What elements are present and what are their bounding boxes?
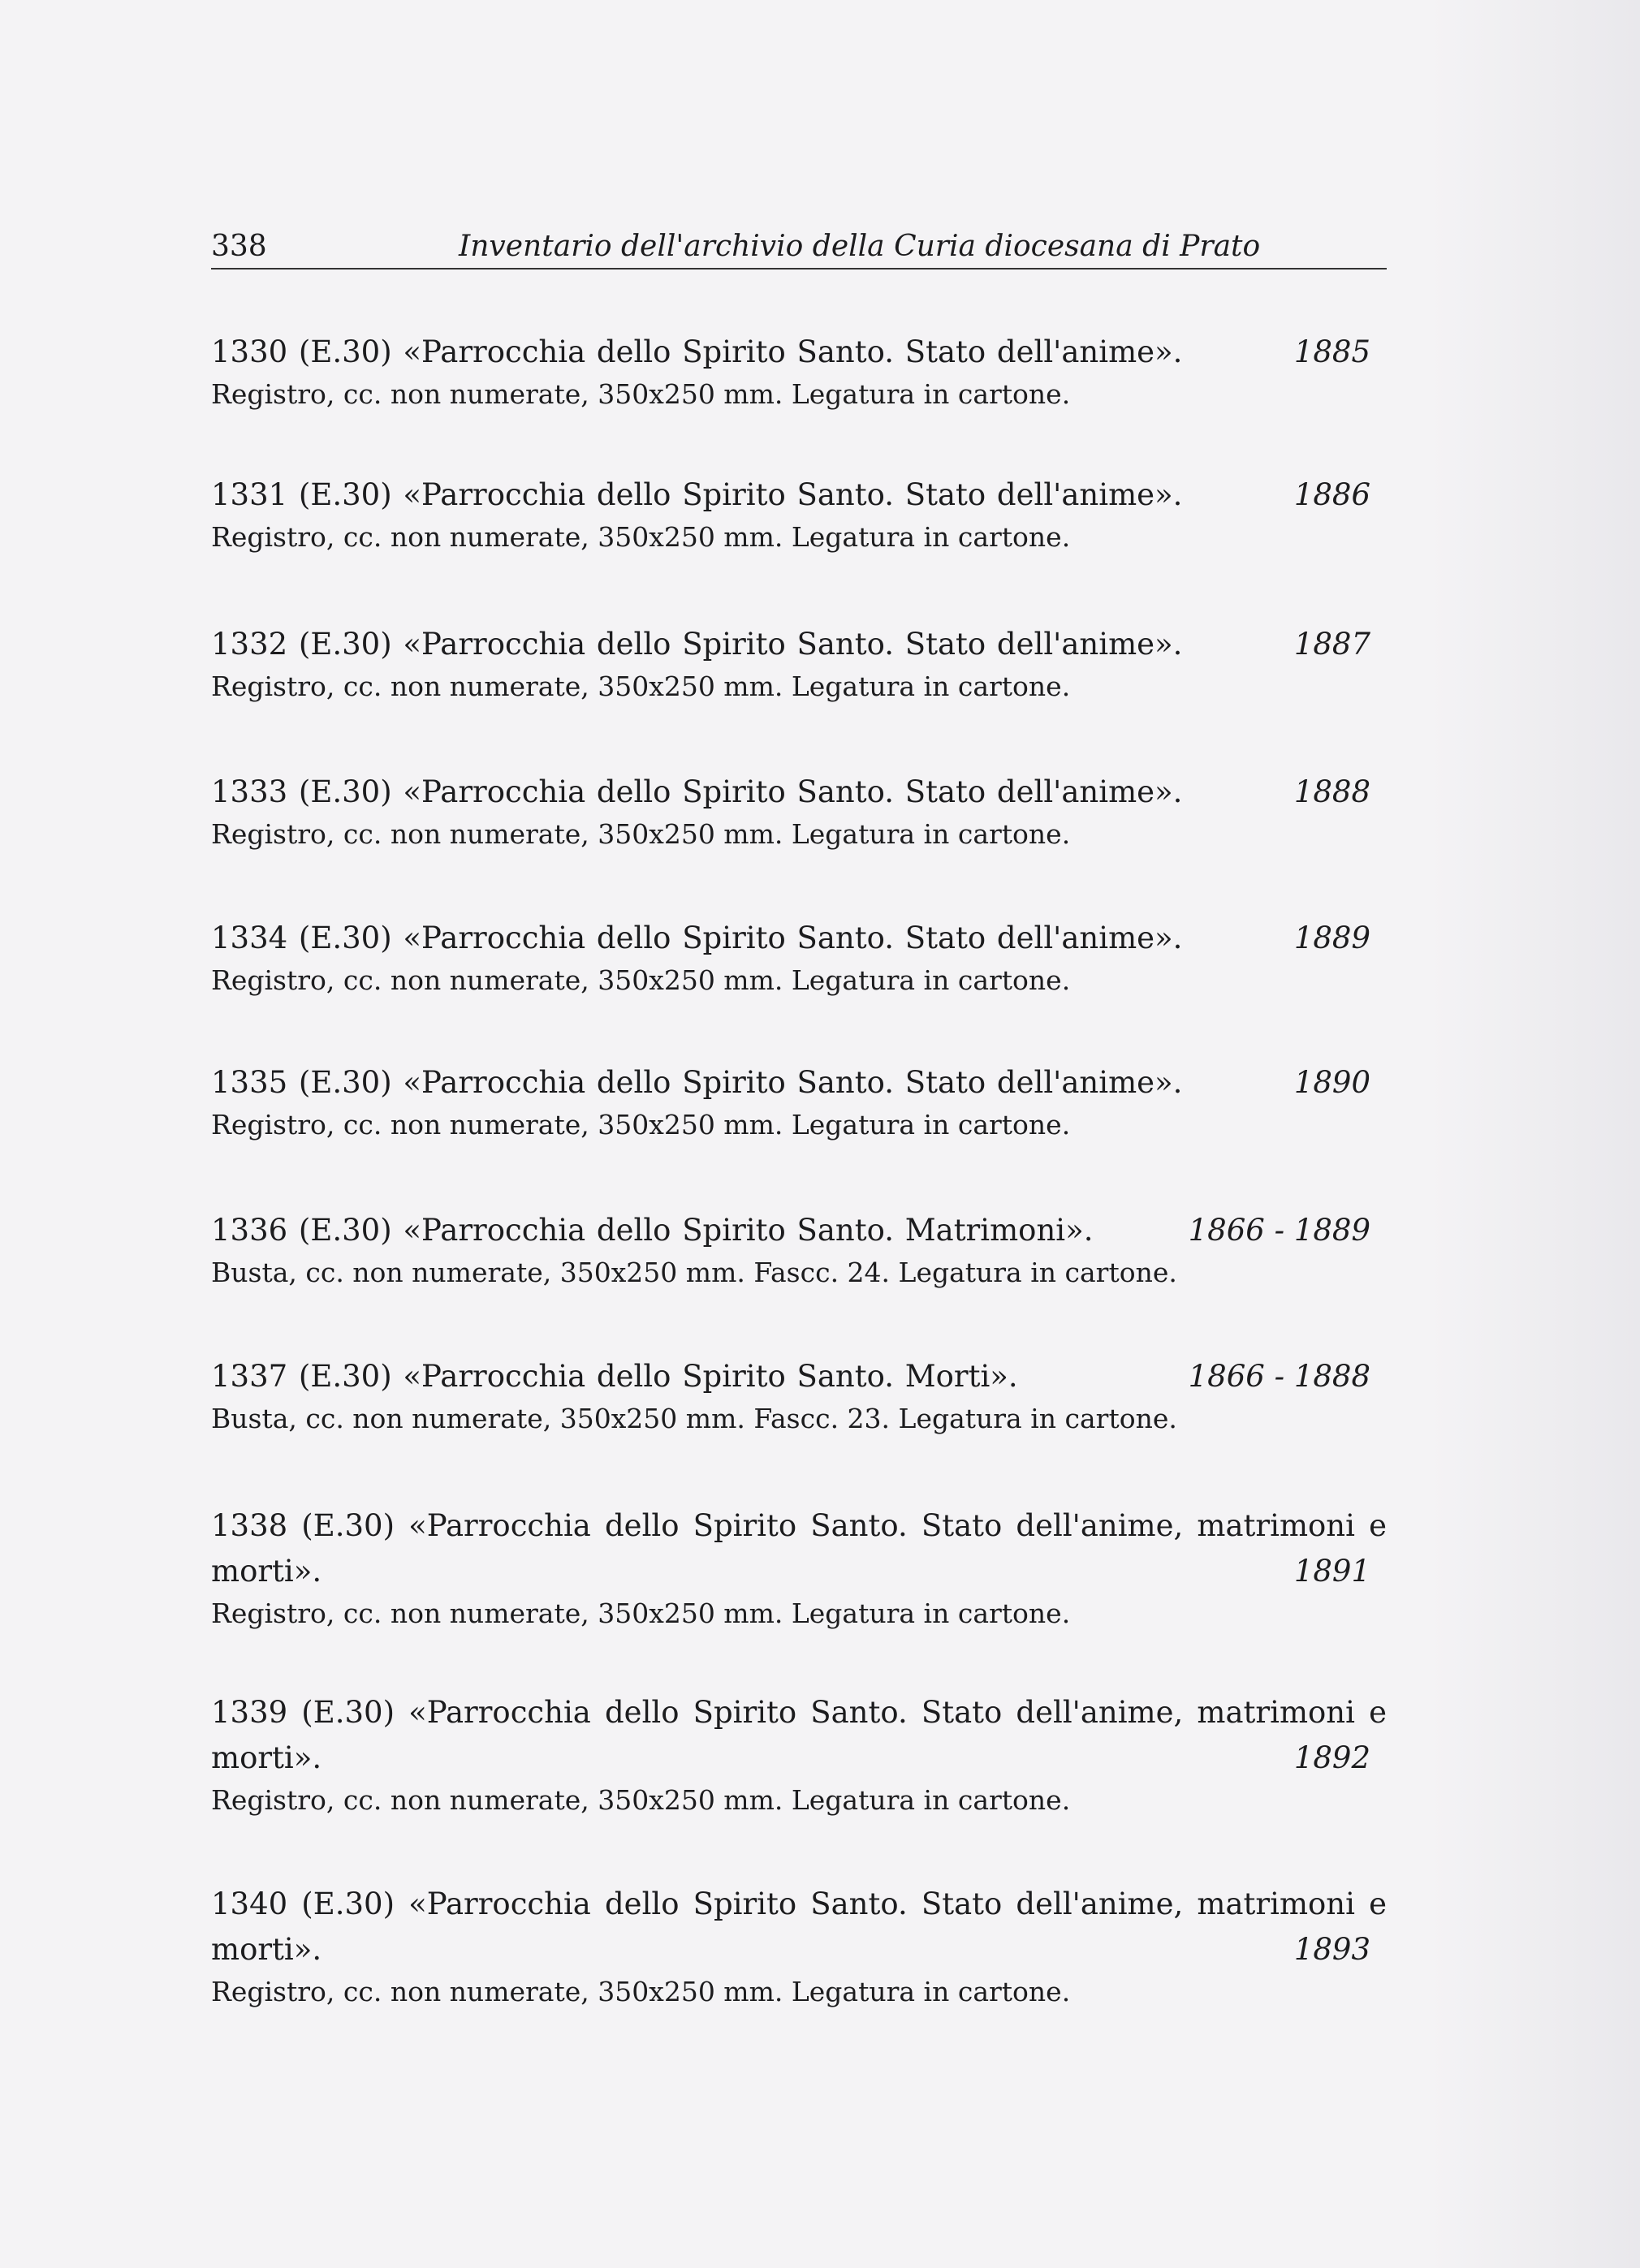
entry-heading-continuation [211, 1735, 1387, 1781]
entry-heading [211, 916, 1387, 961]
entry-date: 1866 - 1888 [1188, 1359, 1370, 1394]
entry-heading-continuation [211, 1549, 1387, 1594]
entry-title: 1338 (E.30) «Parrocchia dello Spirito Santo. Stato dell'anime, matrimoni e [211, 1508, 1387, 1543]
entry-description: Busta, cc. non numerate, 350x250 mm. Fascc. 24. Legatura in cartone. [211, 1257, 1177, 1288]
running-title: Inventario dell'archivio della Curia diocesana di Prato [459, 230, 1261, 263]
entry-heading-continuation [211, 1927, 1387, 1973]
entry-heading [211, 1060, 1387, 1106]
entry-title: 1330 (E.30) «Parrocchia dello Spirito Santo. Stato dell'anime». [211, 334, 1183, 369]
page-edge-shadow [1429, 0, 1640, 2268]
entry-date: 1889 [1293, 921, 1370, 955]
entry-1331 [211, 472, 1387, 557]
entry-date: 1891 [1293, 1554, 1370, 1589]
entry-description: Registro, cc. non numerate, 350x250 mm. Legatura in cartone. [211, 964, 1071, 996]
entry-heading [211, 1208, 1387, 1253]
entry-1335 [211, 1060, 1387, 1145]
entry-description: Registro, cc. non numerate, 350x250 mm. Legatura in cartone. [211, 1784, 1071, 1816]
entry-date: 1887 [1293, 627, 1370, 662]
entry-heading [211, 1882, 1387, 1927]
entry-title: 1332 (E.30) «Parrocchia dello Spirito Santo. Stato dell'anime». [211, 627, 1183, 662]
entry-date: 1866 - 1889 [1188, 1213, 1370, 1248]
entry-1330 [211, 330, 1387, 414]
page-header [211, 226, 1387, 269]
entry-1334 [211, 916, 1387, 1000]
entry-1339 [211, 1690, 1387, 1820]
entry-title: 1340 (E.30) «Parrocchia dello Spirito Santo. Stato dell'anime, matrimoni e [211, 1886, 1387, 1921]
entry-description: Registro, cc. non numerate, 350x250 mm. Legatura in cartone. [211, 1598, 1071, 1629]
entry-heading [211, 770, 1387, 815]
entry-description: Registro, cc. non numerate, 350x250 mm. Legatura in cartone. [211, 1109, 1071, 1140]
entry-date: 1888 [1293, 774, 1370, 809]
entry-description: Registro, cc. non numerate, 350x250 mm. Legatura in cartone. [211, 521, 1071, 553]
entry-title: 1336 (E.30) «Parrocchia dello Spirito Santo. Matrimoni». [211, 1213, 1094, 1248]
entry-1338 [211, 1503, 1387, 1633]
entry-heading [211, 472, 1387, 518]
entry-heading [211, 330, 1387, 375]
entry-description: Registro, cc. non numerate, 350x250 mm. Legatura in cartone. [211, 670, 1071, 702]
entry-title: 1335 (E.30) «Parrocchia dello Spirito Santo. Stato dell'anime». [211, 1065, 1183, 1100]
entry-heading [211, 1354, 1387, 1399]
entry-1336 [211, 1208, 1387, 1292]
entry-title: 1337 (E.30) «Parrocchia dello Spirito Santo. Morti». [211, 1359, 1018, 1394]
entry-date: 1886 [1293, 477, 1370, 512]
entry-heading [211, 1690, 1387, 1735]
entry-1340 [211, 1882, 1387, 2011]
entry-description: Registro, cc. non numerate, 350x250 mm. Legatura in cartone. [211, 378, 1071, 410]
entry-date: 1885 [1293, 334, 1370, 369]
entry-description: Registro, cc. non numerate, 350x250 mm. Legatura in cartone. [211, 1976, 1071, 2007]
entry-title: 1331 (E.30) «Parrocchia dello Spirito Santo. Stato dell'anime». [211, 477, 1183, 512]
entry-1332 [211, 622, 1387, 706]
page-number: 338 [211, 230, 267, 263]
entry-title-continuation: morti». [211, 1740, 322, 1775]
entry-heading [211, 622, 1387, 667]
entry-title-continuation: morti». [211, 1932, 322, 1967]
entry-title-continuation: morti». [211, 1554, 322, 1589]
entry-1337 [211, 1354, 1387, 1438]
entry-date: 1890 [1293, 1065, 1370, 1100]
entry-date: 1892 [1293, 1740, 1370, 1775]
entry-heading [211, 1503, 1387, 1549]
entry-title: 1334 (E.30) «Parrocchia dello Spirito Santo. Stato dell'anime». [211, 921, 1183, 955]
entry-description: Busta, cc. non numerate, 350x250 mm. Fascc. 23. Legatura in cartone. [211, 1403, 1177, 1434]
entry-title: 1339 (E.30) «Parrocchia dello Spirito Santo. Stato dell'anime, matrimoni e [211, 1695, 1387, 1730]
entry-1333 [211, 770, 1387, 854]
entry-title: 1333 (E.30) «Parrocchia dello Spirito Santo. Stato dell'anime». [211, 774, 1183, 809]
entry-description: Registro, cc. non numerate, 350x250 mm. Legatura in cartone. [211, 818, 1071, 850]
entry-date: 1893 [1293, 1932, 1370, 1967]
